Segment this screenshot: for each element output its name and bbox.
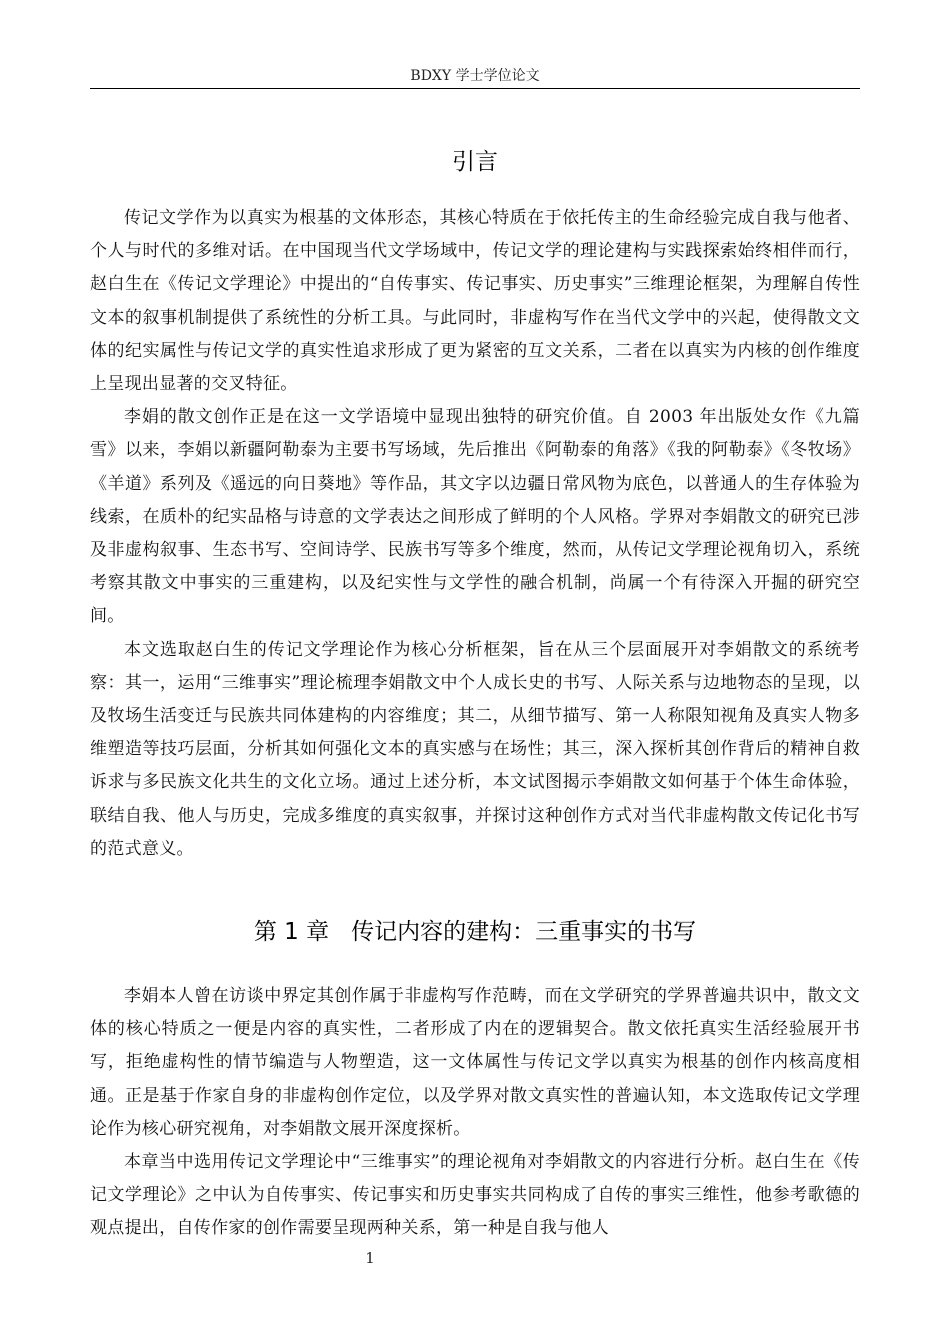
chapter-number: 第 1 章 [253,919,330,946]
page-number: 1 [365,1249,375,1267]
intro-paragraph-1: 传记文学作为以真实为根基的文体形态，其核心特质在于依托传主的生命经验完成自我与他者、个人与时代的多维对话。在中国现当代文学场域中，传记文学的理论建构与实践探索始终相伴而行，赵白生在《传记文学理论》中提出的“自传事实、传记事实、历史事实”三维理论框架，为理解自传性文本的叙事机制提供了系统性的分析工具。与此同时，非虚构写作在当代文学中的兴起，使得散文文体的纪实属性与传记文学的真实性追求形成了更为紧密的互文关系，二者在以真实为内核的创作维度上呈现出显著的交叉特征。 [90,208,860,395]
chapter-title: 传记内容的建构：三重事实的书写 [351,919,697,946]
page-body [90,140,860,1246]
intro-paragraph-2: 李娟的散文创作正是在这一文学语境中显现出独特的研究价值。自 2003 年出版处女作《九篇雪》以来，李娟以新疆阿勒泰为主要书写场域，先后推出《阿勒泰的角落》《我的阿勒泰》《冬牧场》《羊道》系列及《遥远的向日葵地》等作品，其文字以边疆日常风物为底色，以普通人的生存体验为线索，在质朴的纪实品格与诗意的文学表达之间形成了鲜明的个人风格。学界对李娟散文的研究已涉及非虚构叙事、生态书写、空间诗学、民族书写等多个维度，然而，从传记文学理论视角切入，系统考察其散文中事实的三重建构，以及纪实性与文学性的融合机制，尚属一个有待深入开掘的研究空间。 [90,407,860,627]
header-rule [90,88,860,89]
intro-paragraph-3: 本文选取赵白生的传记文学理论作为核心分析框架，旨在从三个层面展开对李娟散文的系统考察：其一，运用“三维事实”理论梳理李娟散文中个人成长史的书写、人际关系与边地物态的呈现，以及牧场生活变迁与民族共同体建构的内容维度；其二，从细节描写、第一人称限知视角及真实人物多维塑造等技巧层面，分析其如何强化文本的真实感与在场性；其三，深入探析其创作背后的精神自救诉求与多民族文化共生的文化立场。通过上述分析，本文试图揭示李娟散文如何基于个体生命体验，联结自我、他人与历史，完成多维度的真实叙事，并探讨这种创作方式对当代非虚构散文传记化书写的范式意义。 [90,639,860,859]
chapter-paragraph-2: 本章当中选用传记文学理论中“三维事实”的理论视角对李娟散文的内容进行分析。赵白生在《传记文学理论》之中认为自传事实、传记事实和历史事实共同构成了自传的事实三维性，他参考歌德的观点提出，自传作家的创作需要呈现两种关系，第一种是自我与他人 [90,1152,860,1239]
intro-title: 引言 [452,149,498,175]
running-header: BDXY 学士学位论文 [410,68,540,84]
chapter-paragraph-1: 李娟本人曾在访谈中界定其创作属于非虚构写作范畴，而在文学研究的学界普遍共识中，散文文体的核心特质之一便是内容的真实性，二者形成了内在的逻辑契合。散文依托真实生活经验展开书写，拒绝虚构性的情节编造与人物塑造，这一文体属性与传记文学以真实为根基的创作内核高度相通。正是基于作家自身的非虚构创作定位，以及学界对散文真实性的普遍认知，本文选取传记文学理论作为核心研究视角，对李娟散文展开深度探析。 [90,986,860,1139]
chapter-heading [90,910,860,954]
